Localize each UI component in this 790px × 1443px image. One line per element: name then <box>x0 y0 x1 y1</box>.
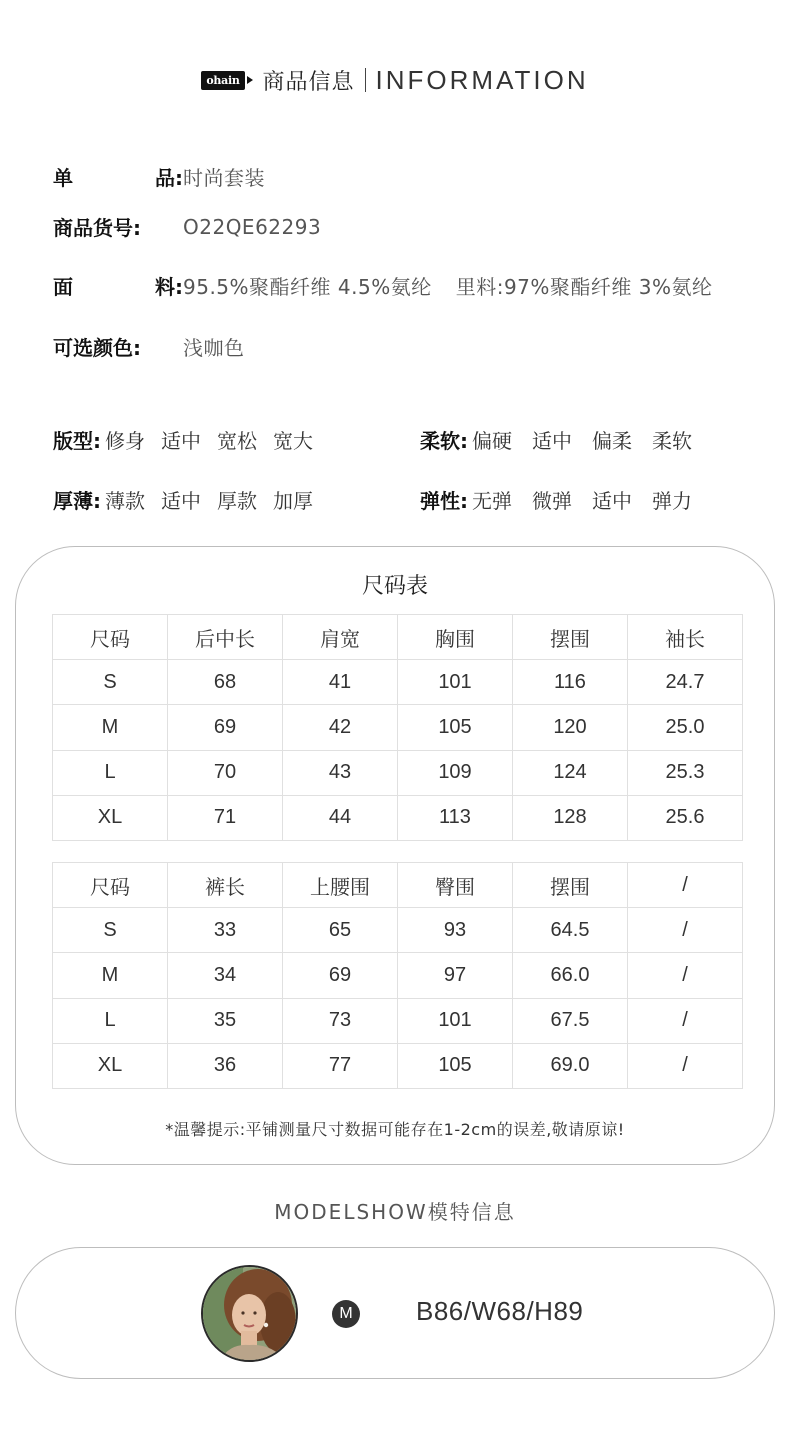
table-row <box>53 660 743 705</box>
model-section-title: MODELSHOW模特信息 <box>274 1200 516 1224</box>
attr-option-selected: 适中 <box>161 485 201 514</box>
attr-softness <box>420 425 712 454</box>
table-row <box>53 908 743 953</box>
table-cell: 25.3 <box>628 750 743 795</box>
table-cell: 24.7 <box>628 660 743 705</box>
table-cell: 101 <box>398 660 513 705</box>
table-header-row <box>53 863 743 908</box>
table-cell: 120 <box>513 705 628 750</box>
info-value: 95.5%聚酯纤维 4.5%氨纶 <box>183 275 432 299</box>
table-cell: 93 <box>398 908 513 953</box>
table-header-cell: / <box>628 863 743 908</box>
model-card <box>15 1247 775 1379</box>
table-cell: S <box>53 908 168 953</box>
table-cell: 116 <box>513 660 628 705</box>
attr-option: 加厚 <box>273 489 313 513</box>
table-cell: 73 <box>283 998 398 1043</box>
info-label-part: 单 <box>53 166 73 190</box>
info-label: 可选颜色: <box>53 336 141 360</box>
table-row <box>53 1043 743 1088</box>
size-chart-title: 尺码表 <box>361 574 428 599</box>
table-cell: 69 <box>168 705 283 750</box>
table-cell: 41 <box>283 660 398 705</box>
table-cell: 36 <box>168 1043 283 1088</box>
table-header-row <box>53 615 743 660</box>
table-cell: 35 <box>168 998 283 1043</box>
brand-logo <box>201 71 252 90</box>
table-header-cell: 摆围 <box>513 863 628 908</box>
size-chart-card <box>15 546 775 1165</box>
table-cell: 109 <box>398 750 513 795</box>
attr-option: 修身 <box>105 429 145 453</box>
table-header-cell: 尺码 <box>53 615 168 660</box>
table-cell: 77 <box>283 1043 398 1088</box>
table-cell: M <box>53 705 168 750</box>
table-cell: 124 <box>513 750 628 795</box>
page-header <box>0 60 790 100</box>
info-label-part: 料: <box>155 275 183 299</box>
attr-label: 柔软: <box>420 429 468 453</box>
lining-value: 里料:97%聚酯纤维 3%氨纶 <box>455 275 713 299</box>
table-cell: 42 <box>283 705 398 750</box>
table-row <box>53 953 743 998</box>
table-cell: XL <box>53 795 168 840</box>
info-label-part: 面 <box>53 275 73 299</box>
attr-elasticity <box>420 485 712 514</box>
attr-label: 弹性: <box>420 489 468 513</box>
table-cell: 65 <box>283 908 398 953</box>
table-cell: / <box>628 953 743 998</box>
table-cell: M <box>53 953 168 998</box>
table-cell: 43 <box>283 750 398 795</box>
info-label-part: 品: <box>155 166 183 190</box>
attr-option: 柔软 <box>652 429 692 453</box>
info-label: 商品货号: <box>53 216 141 240</box>
header-title-en: INFORMATION <box>375 64 589 95</box>
table-cell: 34 <box>168 953 283 998</box>
table-header-cell: 裤长 <box>168 863 283 908</box>
table-cell: 25.0 <box>628 705 743 750</box>
table-header-cell: 袖长 <box>628 615 743 660</box>
table-cell: 68 <box>168 660 283 705</box>
info-row-code <box>53 212 321 241</box>
info-value: 时尚套装 <box>183 166 265 190</box>
info-row-color <box>53 332 245 361</box>
info-label <box>53 271 183 300</box>
table-cell: 25.6 <box>628 795 743 840</box>
table-row <box>53 750 743 795</box>
attr-option: 微弹 <box>532 489 572 513</box>
attr-thickness <box>53 485 329 514</box>
table-header-cell: 臀围 <box>398 863 513 908</box>
table-cell: S <box>53 660 168 705</box>
attr-label: 厚薄: <box>53 489 101 513</box>
table-cell: L <box>53 750 168 795</box>
info-value: 浅咖色 <box>183 336 245 360</box>
attr-option-selected: 适中 <box>161 425 201 454</box>
model-size-badge: M <box>332 1300 360 1328</box>
attr-option: 偏柔 <box>592 429 632 453</box>
table-cell: 70 <box>168 750 283 795</box>
attr-label: 版型: <box>53 429 101 453</box>
table-cell: 105 <box>398 1043 513 1088</box>
table-header-cell: 胸围 <box>398 615 513 660</box>
measurement-tip: *温馨提示:平铺测量尺寸数据可能存在1-2cm的误差,敬请原谅! <box>165 1120 625 1139</box>
table-cell: 71 <box>168 795 283 840</box>
table-cell: L <box>53 998 168 1043</box>
table-cell: 69 <box>283 953 398 998</box>
table-cell: 64.5 <box>513 908 628 953</box>
play-arrow-icon <box>247 76 253 84</box>
table-cell: / <box>628 1043 743 1088</box>
header-title-cn: 商品信息 <box>262 69 355 95</box>
attr-option: 无弹 <box>472 489 512 513</box>
table-cell: 69.0 <box>513 1043 628 1088</box>
attr-fit <box>53 425 329 454</box>
table-row <box>53 795 743 840</box>
table-header-cell: 尺码 <box>53 863 168 908</box>
info-row-fabric <box>53 271 712 300</box>
table-header-cell: 摆围 <box>513 615 628 660</box>
table-header-cell: 后中长 <box>168 615 283 660</box>
table-cell: 113 <box>398 795 513 840</box>
attr-option: 弹力 <box>652 489 692 513</box>
attr-option: 薄款 <box>105 489 145 513</box>
table-cell: 33 <box>168 908 283 953</box>
table-cell: / <box>628 998 743 1043</box>
table-header-cell: 上腰围 <box>283 863 398 908</box>
table-cell: 101 <box>398 998 513 1043</box>
info-row-item <box>53 162 265 191</box>
top-size-table <box>52 614 743 841</box>
info-value: O22QE62293 <box>183 214 322 239</box>
table-cell: 128 <box>513 795 628 840</box>
attr-option-selected: 适中 <box>592 485 632 514</box>
table-cell: / <box>628 908 743 953</box>
attr-option: 宽大 <box>273 429 313 453</box>
header-divider <box>365 68 366 92</box>
table-cell: XL <box>53 1043 168 1088</box>
table-row <box>53 998 743 1043</box>
bottom-size-table <box>52 862 743 1089</box>
table-cell: 44 <box>283 795 398 840</box>
table-cell: 97 <box>398 953 513 998</box>
attr-option: 宽松 <box>217 429 257 453</box>
table-cell: 67.5 <box>513 998 628 1043</box>
table-cell: 105 <box>398 705 513 750</box>
attr-option: 厚款 <box>217 489 257 513</box>
model-portrait-image <box>203 1267 298 1362</box>
table-header-cell: 肩宽 <box>283 615 398 660</box>
table-cell: 66.0 <box>513 953 628 998</box>
attr-option: 偏硬 <box>472 429 512 453</box>
info-label <box>53 162 183 191</box>
table-row <box>53 705 743 750</box>
brand-logo-text: ohain <box>201 71 244 90</box>
attr-option-selected: 适中 <box>532 425 572 454</box>
model-measurements: B86/W68/H89 <box>416 1296 584 1326</box>
model-avatar <box>201 1265 298 1362</box>
